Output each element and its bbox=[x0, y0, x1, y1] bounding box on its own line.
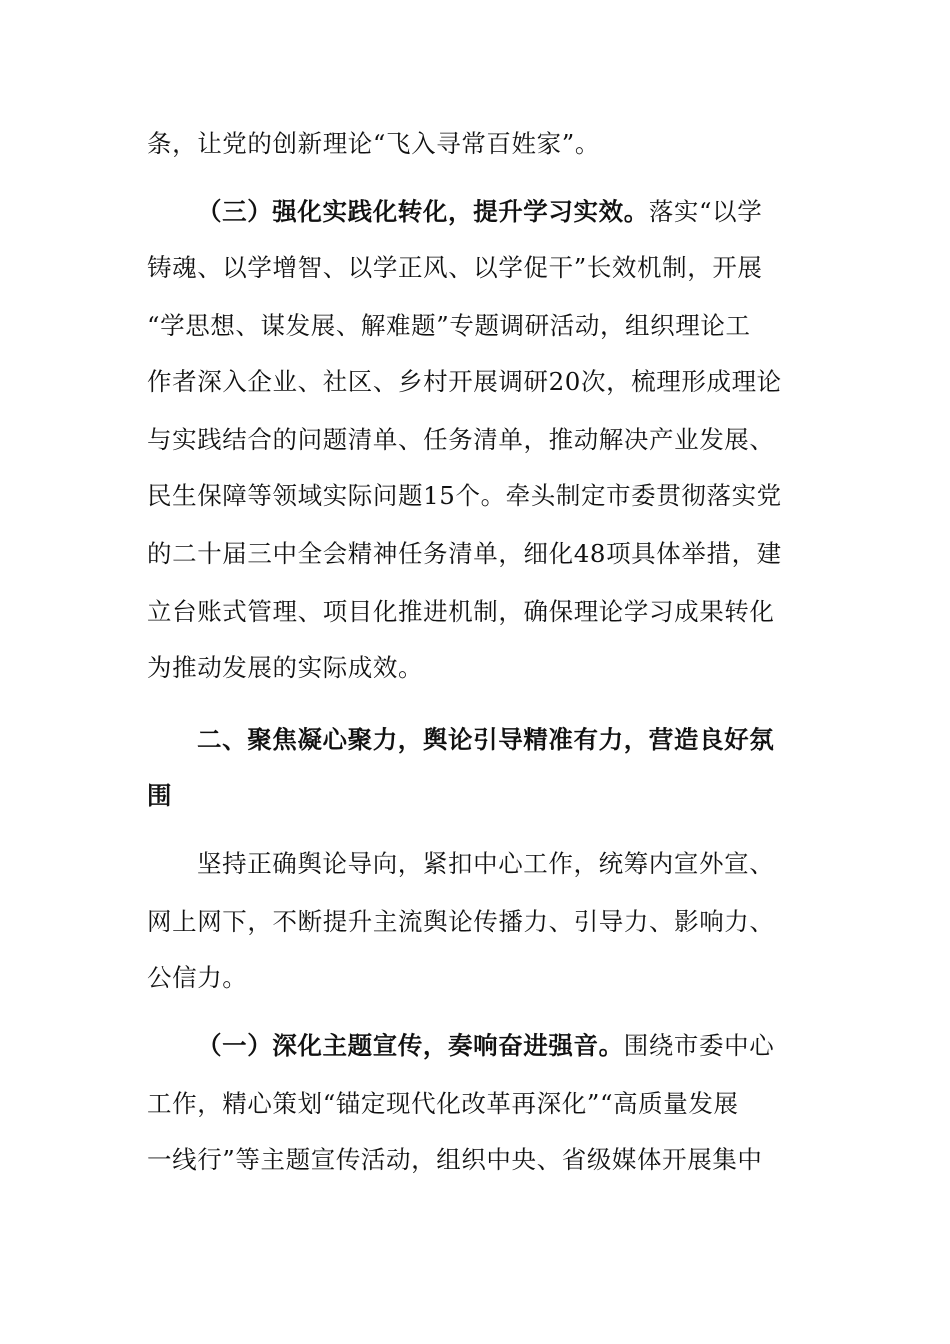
subsection-heading: （一）深化主题宣传，奏响奋进强音。 bbox=[197, 1031, 624, 1060]
body-text: 公信力。 bbox=[147, 963, 248, 992]
body-text: 民生保障等领域实际问题15个。牵头制定市委贯彻落实党 bbox=[147, 481, 782, 510]
section-heading bbox=[197, 724, 774, 756]
paragraph-line bbox=[147, 538, 782, 570]
body-text: 围绕市委中心 bbox=[623, 1031, 775, 1060]
body-text: 立台账式管理、项目化推进机制，确保理论学习成果转化 bbox=[147, 597, 775, 626]
paragraph-line bbox=[147, 252, 763, 284]
paragraph-line bbox=[147, 480, 782, 512]
paragraph-line bbox=[147, 906, 775, 938]
paragraph-line bbox=[147, 1144, 763, 1176]
subsection-heading: （三）强化实践化转化，提升学习实效。 bbox=[197, 197, 649, 226]
section-heading-text: 二、聚焦凝心聚力，舆论引导精准有力，营造良好氛 bbox=[197, 725, 775, 754]
body-text: 网上网下，不断提升主流舆论传播力、引导力、影响力、 bbox=[147, 907, 775, 936]
paragraph-line bbox=[147, 128, 600, 160]
paragraph-line bbox=[197, 848, 774, 880]
body-text: 条，让党的创新理论“飞入寻常百姓家”。 bbox=[147, 129, 600, 158]
body-text: 坚持正确舆论导向，紧扣中心工作，统筹内宣外宣、 bbox=[197, 849, 775, 878]
paragraph-line bbox=[147, 962, 247, 994]
body-text: 作者深入企业、社区、乡村开展调研20次，梳理形成理论 bbox=[147, 367, 782, 396]
paragraph-line bbox=[147, 1088, 739, 1120]
paragraph-line bbox=[147, 596, 775, 628]
subsection-heading-line bbox=[197, 196, 762, 228]
body-text: 工作，精心策划“锚定现代化改革再深化”“高质量发展 bbox=[147, 1089, 739, 1118]
body-text: 铸魂、以学增智、以学正风、以学促干”长效机制，开展 bbox=[147, 253, 763, 282]
section-heading-text: 围 bbox=[147, 781, 173, 810]
body-text: 落实“以学 bbox=[648, 197, 763, 226]
body-text: 为推动发展的实际成效。 bbox=[147, 653, 424, 682]
section-heading bbox=[147, 780, 172, 812]
body-text: 一线行”等主题宣传活动，组织中央、省级媒体开展集中 bbox=[147, 1145, 763, 1174]
paragraph-line bbox=[147, 366, 782, 398]
paragraph-line bbox=[147, 310, 751, 342]
paragraph-line bbox=[147, 652, 423, 684]
paragraph-line bbox=[147, 424, 775, 456]
body-text: 的二十届三中全会精神任务清单，细化48项具体举措，建 bbox=[147, 539, 782, 568]
subsection-heading-line bbox=[197, 1030, 774, 1062]
body-text: “学思想、谋发展、解难题”专题调研活动，组织理论工 bbox=[147, 311, 751, 340]
body-text: 与实践结合的问题清单、任务清单，推动解决产业发展、 bbox=[147, 425, 775, 454]
